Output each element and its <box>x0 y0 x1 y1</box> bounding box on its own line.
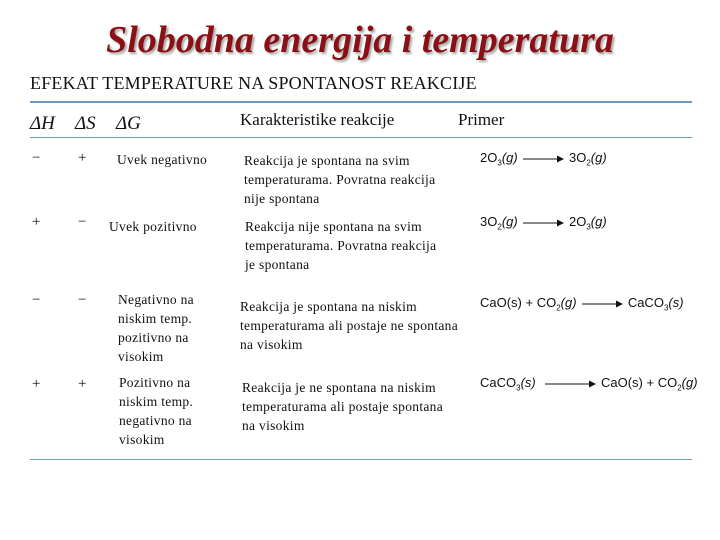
bottom-rule <box>30 459 692 460</box>
row-4-dg: Pozitivno na niskim temp. negativno na visokim <box>119 375 194 447</box>
header-example: Primer <box>458 110 505 129</box>
top-rule <box>30 101 692 103</box>
row-3-characteristics: Reakcija je spontana na niskim temperaturama ali postaje ne spontana na visokim <box>240 299 459 352</box>
row-1-ds: + <box>78 150 87 166</box>
reaction-arrow-icon <box>521 218 565 228</box>
row-2-equation: $3O_2(g)$ $2O_3(g)$ <box>480 214 607 232</box>
row-2-dh: + <box>32 214 41 230</box>
header-rule <box>30 137 692 138</box>
row-2-ds: − <box>78 214 87 230</box>
row-1-characteristics: Reakcija je spontana na svim temperaturama. Povratna reakcija nije spontana <box>244 153 436 206</box>
row-4-characteristics: Reakcija je ne spontana na niskim temperaturama ali postaje spontana na visokim <box>242 380 443 433</box>
row-3-dg: Negativno na niskim temp. pozitivno na visokim <box>118 292 194 364</box>
header-delta-s: ΔS <box>75 113 96 134</box>
row-1-dg: Uvek negativno <box>117 152 208 167</box>
slide-subtitle: EFEKAT TEMPERATURE NA SPONTANOST REAKCIJE <box>30 73 477 93</box>
reaction-arrow-icon <box>521 154 565 164</box>
slide-title: Slobodna energija i temperatura <box>106 19 614 61</box>
header-delta-g: ΔG <box>116 113 141 134</box>
row-3-dh: − <box>32 292 41 308</box>
reaction-arrow-icon <box>580 299 624 309</box>
row-4-dh: + <box>32 376 41 392</box>
row-1-equation: $2O_3(g)$ $3O_2(g)$ <box>480 150 607 168</box>
row-2-dg: Uvek pozitivno <box>109 219 197 234</box>
row-3-equation: $CaO(s) + CO_2(g)$ CaCO$_3$(s) <box>480 295 684 313</box>
row-2-characteristics: Reakcija nije spontana na svim temperaturama. Povratna reakcija je spontana <box>245 219 437 272</box>
row-1-dh: − <box>32 150 41 166</box>
header-delta-h: ΔH <box>30 113 55 134</box>
row-3-ds: − <box>78 292 87 308</box>
reaction-arrow-icon <box>539 379 597 389</box>
row-4-equation: CaCO$_3$(s) $CaO(s) + CO_2(g)$ <box>480 375 698 393</box>
header-characteristics: Karakteristike reakcije <box>240 110 395 129</box>
row-4-ds: + <box>78 376 87 392</box>
